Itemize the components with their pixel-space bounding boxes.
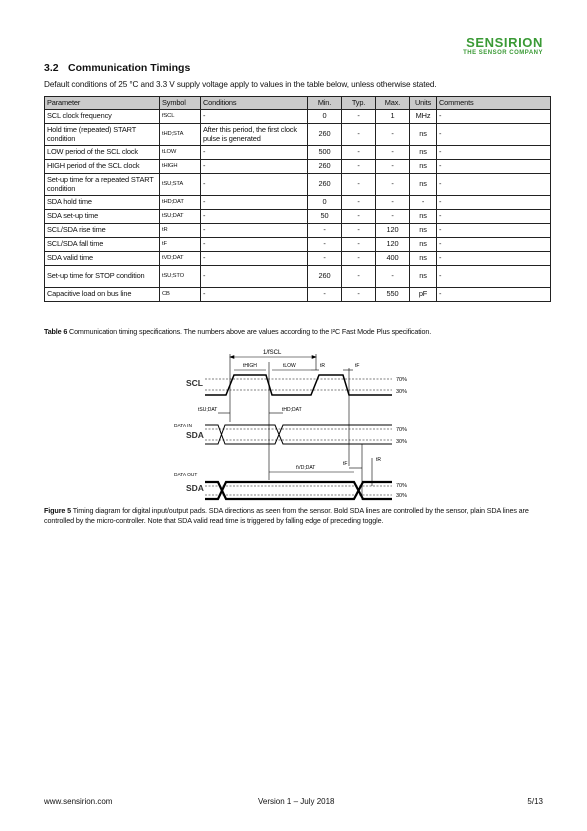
cell-conditions: - — [201, 224, 308, 238]
label-tr2: tR — [376, 457, 381, 463]
table-row — [45, 160, 551, 174]
logo-tagline: THE SENSOR COMPANY — [463, 50, 543, 56]
cell-symbol: tSU;STA — [160, 174, 201, 196]
cell-units: ns — [410, 160, 437, 174]
cell-max: - — [376, 266, 410, 288]
cell-symbol: tHD;STA — [160, 124, 201, 146]
cell-max: 550 — [376, 288, 410, 302]
col-header-comments: Comments — [437, 97, 551, 110]
cell-comments: - — [437, 210, 551, 224]
cell-typ: - — [342, 110, 376, 124]
cell-min: 50 — [308, 210, 342, 224]
cell-typ: - — [342, 288, 376, 302]
cell-typ: - — [342, 238, 376, 252]
cell-typ: - — [342, 210, 376, 224]
label-tvddat: tVD;DAT — [296, 465, 316, 471]
cell-min: - — [308, 288, 342, 302]
sda-in-level-high: 70% — [396, 427, 408, 433]
cell-parameter: SDA hold time — [45, 196, 160, 210]
cell-parameter: Hold time (repeated) START condition — [45, 124, 160, 146]
cell-min: - — [308, 238, 342, 252]
figure-caption-text: Timing diagram for digital input/output pads. SDA directions as seen from the sensor. Bold SDA lines are controlled by the sensor, plain SDA lines are controlled by the micro-controller. Note that SDA valid read time is triggered by falling edge of preceding toggle. — [44, 506, 529, 525]
cell-units: ns — [410, 210, 437, 224]
cell-parameter: SCL/SDA fall time — [45, 238, 160, 252]
cell-symbol: tHIGH — [160, 160, 201, 174]
cell-parameter: SDA set-up time — [45, 210, 160, 224]
table-row — [45, 196, 551, 210]
cell-min: - — [308, 224, 342, 238]
cell-units: ns — [410, 224, 437, 238]
cell-comments: - — [437, 266, 551, 288]
label-tf2: tF — [343, 461, 348, 467]
cell-symbol: tHD;DAT — [160, 196, 201, 210]
cell-comments: - — [437, 124, 551, 146]
label-tlow: tLOW — [283, 363, 296, 369]
cell-units: ns — [410, 174, 437, 196]
cell-typ: - — [342, 174, 376, 196]
cell-max: - — [376, 196, 410, 210]
cell-max: - — [376, 160, 410, 174]
cell-units: ns — [410, 238, 437, 252]
label-thddat: tHD;DAT — [282, 407, 302, 413]
cell-conditions: - — [201, 110, 308, 124]
cell-comments: - — [437, 252, 551, 266]
table-row — [45, 252, 551, 266]
cell-min: 500 — [308, 146, 342, 160]
col-header-min: Min. — [308, 97, 342, 110]
table-row — [45, 224, 551, 238]
col-header-typ: Typ. — [342, 97, 376, 110]
cell-symbol: tVD;DAT — [160, 252, 201, 266]
cell-comments: - — [437, 288, 551, 302]
cell-conditions: - — [201, 196, 308, 210]
cell-max: - — [376, 210, 410, 224]
cell-conditions: - — [201, 210, 308, 224]
cell-comments: - — [437, 174, 551, 196]
footer-website: www.sensirion.com — [44, 797, 113, 806]
sda-out-level-high: 70% — [396, 483, 408, 489]
table-row — [45, 146, 551, 160]
col-header-parameter: Parameter — [45, 97, 160, 110]
cell-units: MHz — [410, 110, 437, 124]
cell-typ: - — [342, 252, 376, 266]
cell-units: ns — [410, 124, 437, 146]
cell-max: 120 — [376, 238, 410, 252]
cell-conditions: After this period, the first clock pulse is generated — [201, 124, 308, 146]
cell-parameter: SCL/SDA rise time — [45, 224, 160, 238]
footer-page-number: 5/13 — [527, 797, 543, 806]
cell-max: - — [376, 146, 410, 160]
label-tf: tF — [355, 363, 360, 369]
cell-parameter: SDA valid time — [45, 252, 160, 266]
footer-version: Version 1 – July 2018 — [258, 797, 335, 806]
table-row — [45, 266, 551, 288]
cell-symbol: tLOW — [160, 146, 201, 160]
col-header-max: Max. — [376, 97, 410, 110]
cell-conditions: - — [201, 174, 308, 196]
cell-units: ns — [410, 266, 437, 288]
col-header-symbol: Symbol — [160, 97, 201, 110]
cell-max: - — [376, 124, 410, 146]
cell-comments: - — [437, 146, 551, 160]
cell-parameter: Set-up time for a repeated START condition — [45, 174, 160, 196]
cell-min: 0 — [308, 196, 342, 210]
section-heading — [44, 62, 190, 74]
table-row — [45, 124, 551, 146]
sda-out-waveform-low — [205, 482, 392, 499]
table-caption-text: Communication timing specifications. The numbers above are values according to the I²C Fast Mode Plus specification. — [69, 327, 432, 336]
cell-typ: - — [342, 224, 376, 238]
table-row — [45, 238, 551, 252]
cell-conditions: - — [201, 288, 308, 302]
cell-typ: - — [342, 160, 376, 174]
table-row — [45, 210, 551, 224]
logo-wordmark: SENSIRION — [466, 35, 543, 50]
cell-max: 1 — [376, 110, 410, 124]
cell-parameter: Capacitive load on bus line — [45, 288, 160, 302]
cell-conditions: - — [201, 160, 308, 174]
cell-parameter: Set-up time for STOP condition — [45, 266, 160, 288]
table-row — [45, 110, 551, 124]
section-title: Communication Timings — [68, 62, 191, 74]
signal-label-sda-in: SDA — [186, 430, 204, 440]
timing-spec-table — [44, 96, 551, 302]
cell-min: 260 — [308, 124, 342, 146]
signal-label-data-in: DATA IN — [174, 424, 192, 429]
cell-typ: - — [342, 196, 376, 210]
figure-caption: Figure 5 Timing diagram for digital input/output pads. SDA directions as seen from the sensor. Bold SDA lines are controlled by the sensor, plain SDA lines are controlled by the micro-controller. Note that SDA valid read time is triggered by falling edge of preceding toggle. — [44, 506, 529, 525]
cell-typ: - — [342, 124, 376, 146]
cell-symbol: CB — [160, 288, 201, 302]
table-body — [45, 110, 551, 302]
table-caption: Table 6 Communication timing specifications. The numbers above are values according to the I²C Fast Mode Plus specification. — [44, 327, 432, 336]
cell-parameter: SCL clock frequency — [45, 110, 160, 124]
signal-label-sda-out: SDA — [186, 483, 204, 493]
cell-symbol: tR — [160, 224, 201, 238]
cell-parameter: LOW period of the SCL clock — [45, 146, 160, 160]
cell-comments: - — [437, 160, 551, 174]
sda-in-waveform-low — [205, 425, 392, 444]
col-header-conditions: Conditions — [201, 97, 308, 110]
table-header-row — [45, 97, 551, 110]
cell-max: 400 — [376, 252, 410, 266]
col-header-units: Units — [410, 97, 437, 110]
cell-max: 120 — [376, 224, 410, 238]
cell-min: 260 — [308, 160, 342, 174]
sensirion-logo — [463, 36, 543, 57]
sda-in-waveform-high — [205, 425, 392, 444]
table-row — [45, 174, 551, 196]
cell-conditions: - — [201, 146, 308, 160]
label-tsudat: tSU;DAT — [198, 407, 218, 413]
timing-diagram — [0, 340, 587, 502]
section-number: 3.2 — [44, 62, 59, 74]
cell-units: - — [410, 196, 437, 210]
cell-conditions: - — [201, 252, 308, 266]
scl-waveform — [205, 375, 392, 395]
table-row — [45, 288, 551, 302]
cell-min: 260 — [308, 266, 342, 288]
page-footer — [44, 797, 543, 806]
cell-min: 0 — [308, 110, 342, 124]
cell-symbol: fSCL — [160, 110, 201, 124]
signal-label-scl: SCL — [186, 378, 203, 388]
cell-typ: - — [342, 266, 376, 288]
signal-label-data-out: DATA OUT — [174, 473, 198, 478]
label-period: 1/fSCL — [263, 350, 282, 356]
sda-out-waveform-high — [205, 482, 392, 499]
cell-symbol: tF — [160, 238, 201, 252]
cell-min: 260 — [308, 174, 342, 196]
cell-max: - — [376, 174, 410, 196]
cell-conditions: - — [201, 266, 308, 288]
cell-conditions: - — [201, 238, 308, 252]
cell-comments: - — [437, 196, 551, 210]
cell-symbol: tSU;STO — [160, 266, 201, 288]
cell-typ: - — [342, 146, 376, 160]
cell-units: pF — [410, 288, 437, 302]
cell-parameter: HIGH period of the SCL clock — [45, 160, 160, 174]
scl-level-low: 30% — [396, 389, 408, 395]
cell-comments: - — [437, 238, 551, 252]
cell-comments: - — [437, 224, 551, 238]
sda-out-level-low: 30% — [396, 493, 408, 499]
cell-symbol: tSU;DAT — [160, 210, 201, 224]
sda-in-level-low: 30% — [396, 439, 408, 445]
cell-units: ns — [410, 252, 437, 266]
cell-units: ns — [410, 146, 437, 160]
label-tr: tR — [320, 363, 325, 369]
cell-comments: - — [437, 110, 551, 124]
label-thigh: tHIGH — [243, 363, 257, 369]
scl-level-high: 70% — [396, 377, 408, 383]
intro-text: Default conditions of 25 °C and 3.3 V supply voltage apply to values in the table below, unless otherwise stated. — [44, 80, 437, 89]
cell-min: - — [308, 252, 342, 266]
